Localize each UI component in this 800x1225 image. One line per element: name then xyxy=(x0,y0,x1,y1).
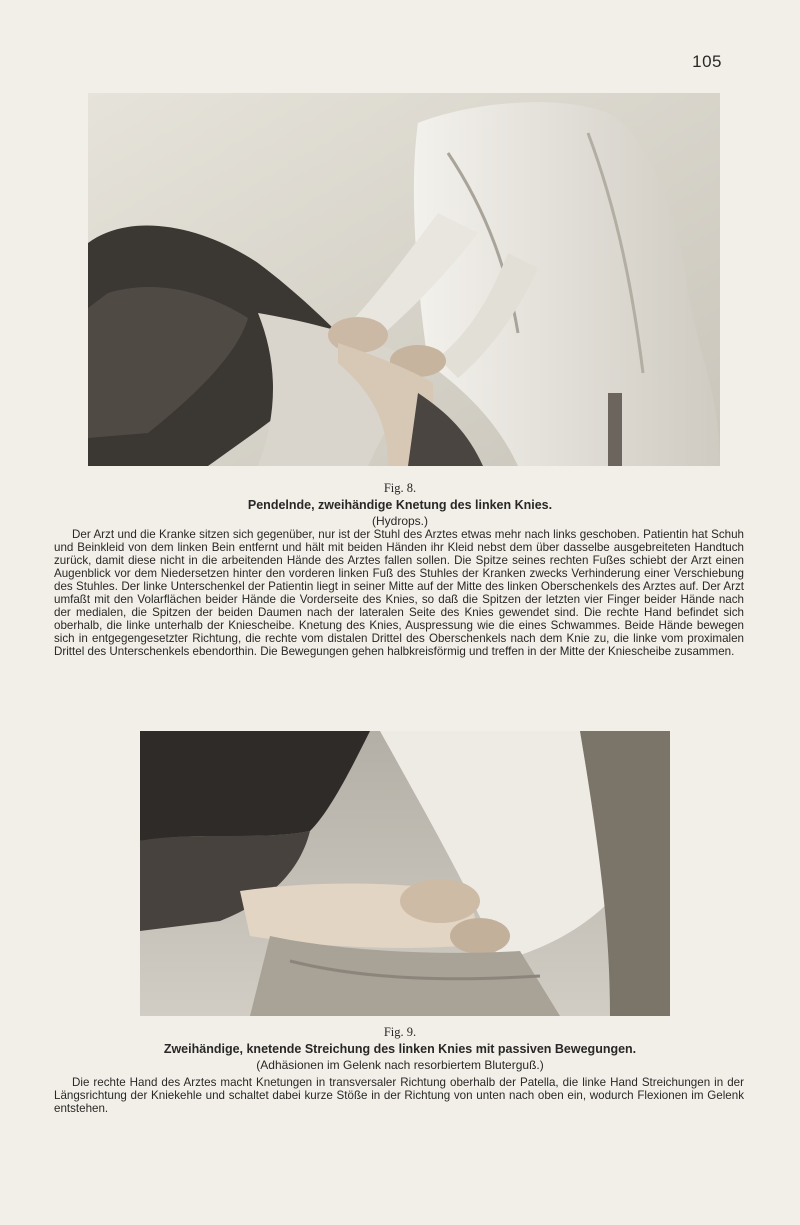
figure-9-subtitle: (Adhäsionen im Gelenk nach resorbiertem Bluterguß.) xyxy=(256,1058,544,1072)
figure-8-photograph xyxy=(88,93,720,466)
figure-8-subtitle: (Hydrops.) xyxy=(371,514,428,528)
figure-9-title: Zweihändige, knetende Streichung des linken Knies mit passiven Bewegungen. xyxy=(163,1042,637,1056)
figure-8-illustration xyxy=(88,93,720,466)
page-number: 105 xyxy=(692,52,722,71)
figure-8-title: Pendelnde, zweihändige Knetung des linken Knies. xyxy=(247,498,553,512)
figure-8-label: Fig. 8. xyxy=(383,481,417,495)
figure-9-photograph xyxy=(140,731,670,1016)
figure-9-illustration xyxy=(140,731,670,1016)
figure-8-caption xyxy=(60,481,740,528)
figure-9-label: Fig. 9. xyxy=(383,1025,417,1039)
figure-9-description: Die rechte Hand des Arztes macht Knetungen in transversaler Richtung oberhalb der Patella, die linke Hand Streichungen in der Längsrichtung der Kniekehle und schaltet dabei kurze Stöße in der Richtung von unten nach oben ein, wodurch Flexionen im Gelenk entstehen. xyxy=(54,1076,744,1115)
figure-8-description: Der Arzt und die Kranke sitzen sich gegenüber, nur ist der Stuhl des Arztes etwas mehr nach links geschoben. Patientin hat Schuh und Beinkleid von dem linken Bein entfernt und hält mit beiden Händen ihr Kleid nebst dem über dasselbe ausgebreiteten Handtuch zurück, damit diese nicht in die arbeitenden Hände des Arztes fallen sollen. Die Spitze seines rechten Fußes schiebt der Arzt einen Augenblick vor dem Niedersetzen hinter den vorderen linken Fuß des Stuhles der Kranken zwecks Verhinderung einer Verschiebung des Stuhles. Der linke Unterschenkel der Patientin liegt in seiner Mitte auf der Mitte des linken Oberschenkels des Arztes auf. Der Arzt umfaßt mit den Volarflächen beider Hände die Vorderseite des Knies, so daß die Spitzen der letzten vier Finger beider Hände nach der medialen, die Spitzen der beiden Daumen nach der lateralen Seite des Knies gewendet sind. Die rechte Hand befindet sich oberhalb, die linke unterhalb der Kniescheibe. Knetung des Knies, Auspressung wie die eines Schwammes. Beide Hände bewegen sich in entgegengesetzter Richtung, die rechte vom distalen Drittel des Oberschenkels nach dem Knie zu, die linke vom proximalen Drittel des Unterschenkels ebendorthin. Die Bewegungen gehen halbkreisförmig und treffen in der Mitte der Kniescheibe zusammen. xyxy=(54,528,744,658)
figure-9-caption xyxy=(60,1025,740,1072)
